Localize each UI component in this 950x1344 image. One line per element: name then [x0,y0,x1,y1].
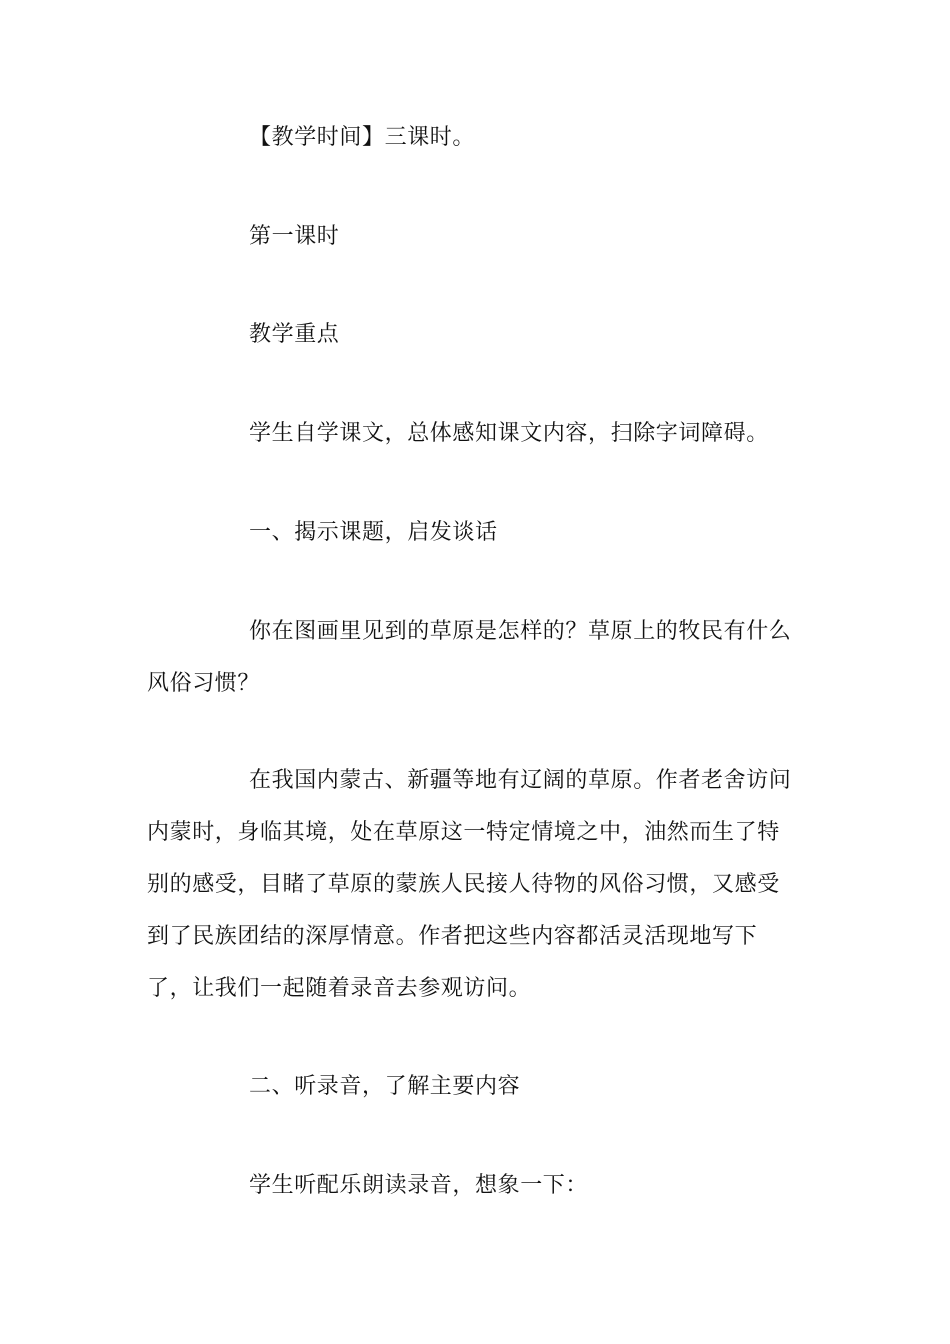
listening-instruction: 学生听配乐朗读录音，想象一下： [249,1173,589,1198]
lesson-one-heading: 第一课时 [249,224,340,249]
question-paragraph: 你在图画里见到的草原是怎样的？草原上的牧民有什么风俗习惯？ [147,619,792,696]
section-two-heading: 二、听录音，了解主要内容 [249,1074,521,1099]
section-one-heading: 一、揭示课题，启发谈话 [249,520,498,545]
teaching-time-line: 【教学时间】三课时。 [249,125,476,150]
teaching-focus-text: 学生自学课文，总体感知课文内容，扫除字词障碍。 [249,421,769,446]
introduction-paragraph: 在我国内蒙古、新疆等地有辽阔的草原。作者老舍访问内蒙时，身临其境，处在草原这一特定情境之中，油然而生了特别的感受，目睹了草原的蒙族人民接人待物的风俗习惯，又感受到了民族团结的深厚情意。作者把这些内容都活灵活现地写下了，让我们一起随着录音去参观访问。 [147,768,792,1001]
teaching-focus-heading: 教学重点 [249,322,340,347]
